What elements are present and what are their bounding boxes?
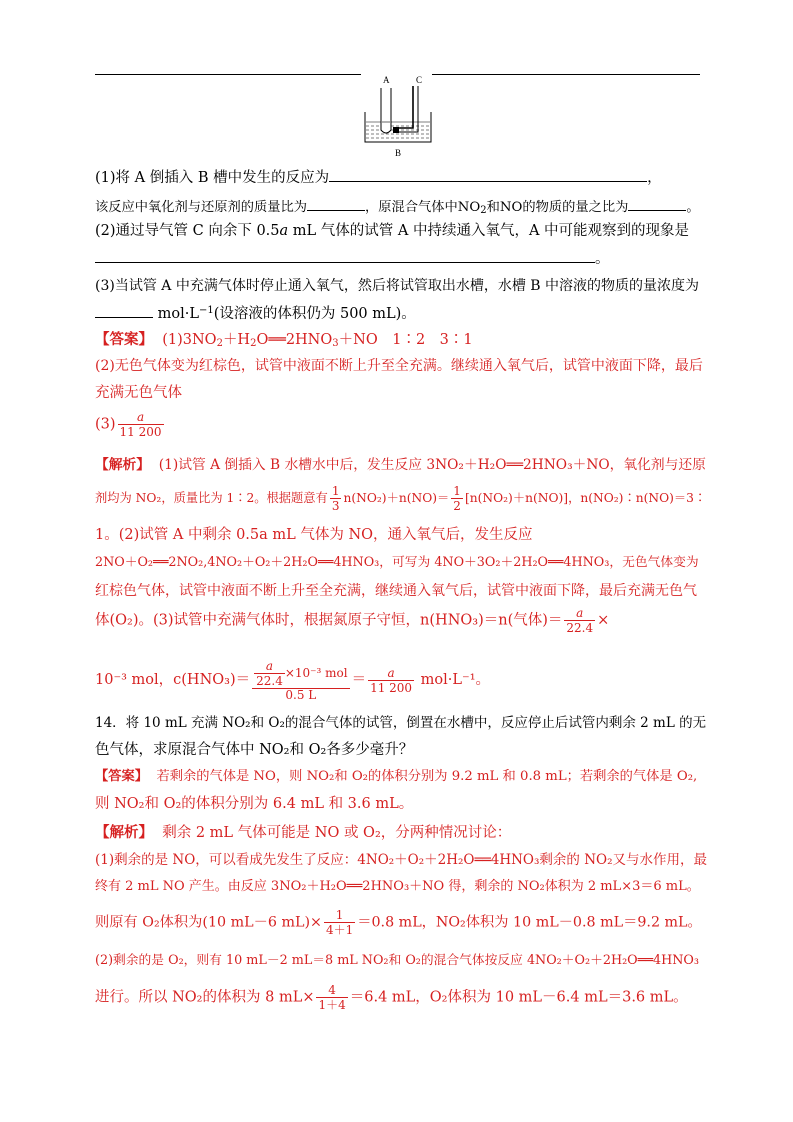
header-rule-left (95, 74, 361, 75)
q14-analysis-line2: (1)剩余的是 NO，可以看成先发生了反应：4NO₂＋O₂＋2H₂O══4HNO₃剩余的 NO₂又与水作用，最 (95, 852, 707, 868)
label-c: C (416, 75, 423, 85)
q14-analysis-line5: (2)剩余的是 O₂，则有 10 mL－2 mL＝8 mL NO₂和 O₂的混合气体按反应 4NO₂＋O₂＋2H₂O══4HNO₃ (95, 953, 699, 968)
label-a: A (383, 75, 390, 85)
q13-part3-line1: (3)当试管 A 中充满气体时停止通入氧气，然后将试管取出水槽，水槽 B 中溶液的物质的量浓度为 (95, 278, 700, 294)
q13-part2-line1: (2)通过导气管 C 向余下 0.5a mL 气体的试管 A 中持续通入氧气，A 中可能观察到的现象是 (95, 223, 690, 239)
q13-analysis-line1: 【解析】 (1)试管 A 倒插入 B 水槽水中后，发生反应 3NO₂＋H₂O══2HNO₃＋NO，氧化剂与还原 (95, 457, 706, 473)
answer-blank[interactable] (95, 248, 595, 263)
q14-analysis-line4: 则原有 O₂体积为(10 mL－6 mL)× $\frac{1}{4+1}$ ＝0.8 mL，NO₂体积为 10 mL－0.8 mL＝9.2 mL。 (95, 908, 702, 937)
q13-analysis-line5: 红棕色气体，试管中液面不断上升至全充满，继续通入氧气后，试管中液面下降，最后充满无色气 (95, 583, 697, 599)
q13-answer-line2: (2)无色气体变为红棕色，试管中液面不断上升至全充满。继续通入氧气后，试管中液面下降，最后 (95, 358, 703, 374)
q13-analysis-line7: 10⁻³ mol，c(HNO₃)＝ $\frac{a}{22.4}$ ×10⁻³ mol 0.5 L ＝ $\frac{a}{11 200}$ mol·L⁻¹。 (95, 659, 491, 702)
q14-analysis-line1: 【解析】 剩余 2 mL 气体可能是 NO 或 O₂，分两种情况讨论： (95, 824, 512, 841)
q14-question-line1: 14．将 10 mL 充满 NO₂和 O₂的混合气体的试管，倒置在水槽中，反应停止后试管内剩余 2 mL 的无 (95, 715, 707, 731)
q14-analysis-line6: 进行。所以 NO₂的体积为 8 mL× $\frac{4}{1+4}$ ＝6.4 mL，O₂体积为 10 mL－6.4 mL＝3.6 mL。 (95, 983, 688, 1012)
q13-analysis-line4: 2NO＋O₂══2NO₂,4NO₂＋O₂＋2H₂O══4HNO₃，可写为 4NO＋3O₂＋2H₂O══4HNO₃，无色气体变为 (95, 555, 699, 570)
q14-analysis-line3: 终有 2 mL NO 产生。由反应 3NO₂＋H₂O══2HNO₃＋NO 得，剩余的 NO₂体积为 2 mL×3＝6 mL。 (95, 879, 700, 894)
answer-blank[interactable] (628, 196, 686, 211)
apparatus-diagram (355, 72, 445, 160)
answer-blank[interactable] (95, 303, 153, 318)
q13-part1-line1: (1)将 A 倒插入 B 槽中发生的反应为 ， (95, 167, 705, 188)
q13-answer-line3: 充满无色气体 (95, 385, 182, 401)
q13-analysis-line6: 体(O₂)。(3)试管中充满气体时，根据氮原子守恒，n(HNO₃)＝n(气体)＝ $\frac{a}{22.4}$ × (95, 606, 610, 635)
q13-part1-line2: 该反应中氧化剂与还原剂的质量比为 ，原混合气体中$NO_2$和NO的物质的量之比为 。 (95, 196, 705, 221)
q13-answer-line1: 【答案】 $(1)3NO_2+H_2O══2HNO_3+NO$ 1∶2 3∶1 (95, 331, 473, 349)
q13-part3-line2: $mol\cdot L^{-1}$(设溶液的体积仍为 500 mL)。 (95, 301, 705, 324)
label-b: B (395, 148, 402, 158)
q13-analysis-line2: 剂均为 NO₂，质量比为 1∶2。根据题意有 $\frac{1}{3}$ n(NO₂)＋n(NO)＝ $\frac{1}{2}$ [n(NO₂)＋n(NO)]，n(NO₂)∶n(NO)＝3∶ (95, 484, 707, 513)
q14-question-line2: 色气体，求原混合气体中 NO₂和 O₂各多少毫升？ (95, 742, 414, 758)
test-tube-a (381, 88, 391, 133)
q13-analysis-line3: 1。(2)试管 A 中剩余 0.5a mL 气体为 NO，通入氧气后，发生反应 (95, 527, 533, 543)
q14-answer-line1: 【答案】 若剩余的气体是 NO，则 NO₂和 O₂的体积分别为 9.2 mL 和 0.8 mL；若剩余的气体是 O₂, (95, 769, 698, 784)
answer-blank[interactable] (329, 167, 647, 182)
answer-blank[interactable] (307, 196, 365, 211)
q13-answer-line4: (3) $\frac{a}{11 200}$ (95, 410, 162, 439)
q14-answer-line2: 则 NO₂和 O₂的体积分别为 6.4 mL 和 3.6 mL。 (95, 796, 414, 812)
header-rule-right (432, 74, 700, 75)
q13-part2-line2: 。 (95, 248, 705, 269)
tube-joint (393, 127, 399, 133)
gas-tube-c (395, 86, 413, 128)
